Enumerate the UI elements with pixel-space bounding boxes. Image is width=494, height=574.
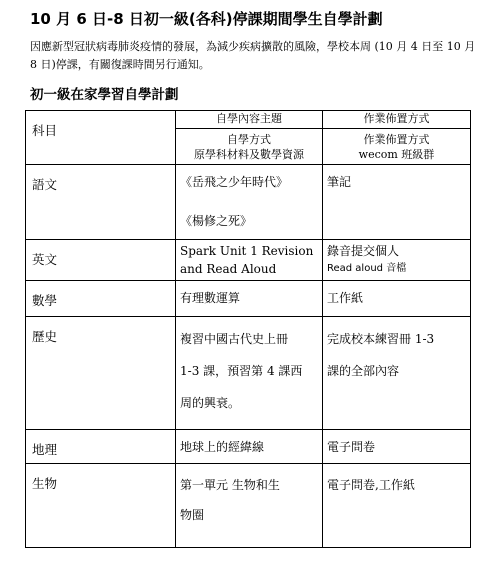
assignment-line: 課的全部內容 bbox=[327, 364, 400, 378]
study-plan-table bbox=[25, 110, 471, 548]
table-row bbox=[26, 240, 471, 281]
header-subject: 科目 bbox=[26, 111, 176, 165]
content-cell bbox=[176, 165, 323, 240]
content-line: and Read Aloud bbox=[180, 262, 277, 276]
content-line: 有理數運算 bbox=[180, 291, 241, 305]
table-row bbox=[26, 464, 471, 548]
section-subtitle: 初一級在家學習自學計劃 bbox=[30, 87, 179, 103]
assignment-line: 錄音提交個人 bbox=[327, 244, 400, 258]
table-header-row bbox=[26, 111, 471, 165]
header-assignment-label: 作業佈置方式 bbox=[363, 133, 430, 146]
content-line: Spark Unit 1 Revision bbox=[180, 244, 314, 258]
assignment-line: 電子問卷,工作紙 bbox=[327, 478, 415, 492]
content-line: 複習中國古代史上冊 bbox=[180, 332, 289, 346]
header-resources: 原學科材料及數學資源 bbox=[194, 148, 304, 161]
header-assignment bbox=[323, 111, 471, 165]
table-row bbox=[26, 165, 471, 240]
content-line: 周的興衰。 bbox=[180, 396, 241, 410]
header-platform: wecom 班級群 bbox=[358, 148, 435, 161]
header-divider bbox=[176, 128, 322, 162]
assignment-cell bbox=[323, 240, 471, 281]
assignment-line: 筆記 bbox=[327, 175, 352, 189]
subject-cell: 英文 bbox=[26, 240, 176, 281]
assignment-line: 完成校本練習冊 1-3 bbox=[327, 332, 435, 346]
assignment-cell bbox=[323, 317, 471, 430]
assignment-line: 工作紙 bbox=[327, 291, 364, 305]
content-line: 1-3 課，預習第 4 課西 bbox=[180, 364, 303, 378]
subject-cell: 地理 bbox=[26, 430, 176, 464]
header-content-topic: 自學內容主題 bbox=[216, 112, 282, 125]
content-cell bbox=[176, 240, 323, 281]
assignment-cell bbox=[323, 165, 471, 240]
content-line: 《楊修之死》 bbox=[180, 214, 253, 228]
header-method: 自學方式 bbox=[227, 133, 271, 146]
subject-cell: 數學 bbox=[26, 281, 176, 317]
content-line: 第一單元 生物和生 bbox=[180, 478, 280, 492]
header-assignment-top: 作業佈置方式 bbox=[363, 112, 430, 125]
assignment-line: 電子問卷 bbox=[327, 440, 376, 454]
content-line: 物圈 bbox=[180, 508, 205, 522]
header-divider bbox=[323, 128, 470, 162]
subject-cell: 生物 bbox=[26, 464, 176, 548]
assignment-cell bbox=[323, 430, 471, 464]
content-line bbox=[180, 194, 318, 210]
content-line: 地球上的經緯線 bbox=[180, 440, 265, 454]
assignment-line: Read aloud 音檔 bbox=[327, 263, 407, 274]
subject-cell: 歷史 bbox=[26, 317, 176, 430]
assignment-cell bbox=[323, 464, 471, 548]
content-line: 《岳飛之少年時代》 bbox=[180, 175, 289, 189]
content-cell bbox=[176, 430, 323, 464]
table-row bbox=[26, 281, 471, 317]
page-title: 10 月 6 日-8 日初一級(各科)停課期間學生自學計劃 bbox=[30, 10, 383, 28]
content-cell bbox=[176, 464, 323, 548]
assignment-cell bbox=[323, 281, 471, 317]
content-cell bbox=[176, 317, 323, 430]
closure-notice: 因應新型冠狀病毒肺炎疫情的發展，為減少疾病擴散的風險，學校本周 (10 月 4 日至 10 月 8 日)停課，有關復課時間另行通知。 bbox=[30, 40, 476, 71]
header-content bbox=[176, 111, 323, 165]
subject-cell: 語文 bbox=[26, 165, 176, 240]
table-row bbox=[26, 317, 471, 430]
table-row bbox=[26, 430, 471, 464]
content-cell bbox=[176, 281, 323, 317]
